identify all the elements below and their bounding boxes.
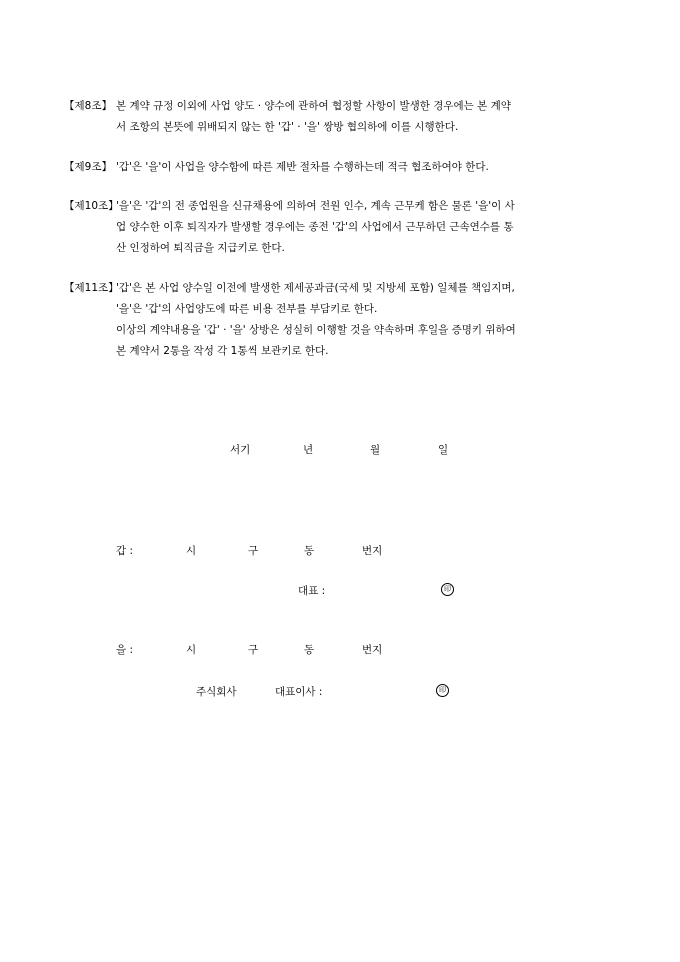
article-9 <box>64 157 630 178</box>
article-8 <box>64 96 630 138</box>
article-line: '갑'은 본 사업 양수일 이전에 발생한 제세공과금(국세 및 지방세 포함) 일체를 책임지며, <box>116 282 515 294</box>
article-heading: 【제9조】 <box>64 161 112 173</box>
party-b-beonji: 번지 <box>362 644 383 656</box>
party-b-label: 을 : <box>116 644 134 656</box>
article-line: 업 양수한 이후 퇴직자가 발생할 경우에는 종전 '갑'의 사업에서 근무하던 근속연수를 통 <box>116 221 514 233</box>
article-line: '을'은 '갑'의 사업양도에 따른 비용 전부를 부담키로 한다. <box>116 303 378 315</box>
article-line: 본 계약서 2통을 작성 각 1통씩 보관키로 한다. <box>116 345 329 357</box>
party-b-company-label: 주식회사 <box>196 686 237 698</box>
article-line: '을'은 '갑'의 전 종업원을 신규채용에 의하여 전원 인수, 계속 근무케 함은 물론 '을'이 사 <box>116 200 515 212</box>
article-line: 산 인정하여 퇴직금을 지급키로 한다. <box>116 242 285 254</box>
party-b-gu: 구 <box>248 644 259 656</box>
article-11 <box>64 278 630 362</box>
article-line: 본 계약 규정 이외에 사업 양도 · 양수에 관하여 협정할 사항이 발생한 경우에는 본 계약 <box>116 100 511 112</box>
party-a-gu: 구 <box>248 545 259 557</box>
seal-mark: 印 <box>436 684 449 697</box>
date-month: 월 <box>370 444 381 456</box>
party-a-si: 시 <box>186 545 197 557</box>
article-heading: 【제11조】 <box>64 282 119 294</box>
article-heading: 【제10조】 <box>64 200 119 212</box>
article-heading: 【제8조】 <box>64 100 112 112</box>
party-a-beonji: 번지 <box>362 545 383 557</box>
party-a-dong: 동 <box>304 545 315 557</box>
article-line: 이상의 계약내용을 '갑' · '을' 상방은 성실히 이행할 것을 약속하며 후일을 증명키 위하여 <box>116 324 516 336</box>
party-a-rep-label: 대표 : <box>298 585 326 597</box>
party-b-rep-label: 대표이사 : <box>275 686 323 698</box>
date-day: 일 <box>438 444 449 456</box>
date-era: 서기 <box>230 444 251 456</box>
article-line: '갑'은 '을'이 사업을 양수함에 따른 제반 절차를 수행하는데 적극 협조하여야 한다. <box>116 161 489 173</box>
party-b-dong: 동 <box>304 644 315 656</box>
date-year: 년 <box>303 444 314 456</box>
seal-mark: 印 <box>441 583 454 596</box>
article-10 <box>64 196 630 259</box>
party-b-si: 시 <box>186 644 197 656</box>
article-line: 서 조항의 본뜻에 위배되지 않는 한 '갑' · '을' 쌍방 협의하에 이를 시행한다. <box>116 121 459 133</box>
party-a-label: 갑 : <box>116 545 134 557</box>
